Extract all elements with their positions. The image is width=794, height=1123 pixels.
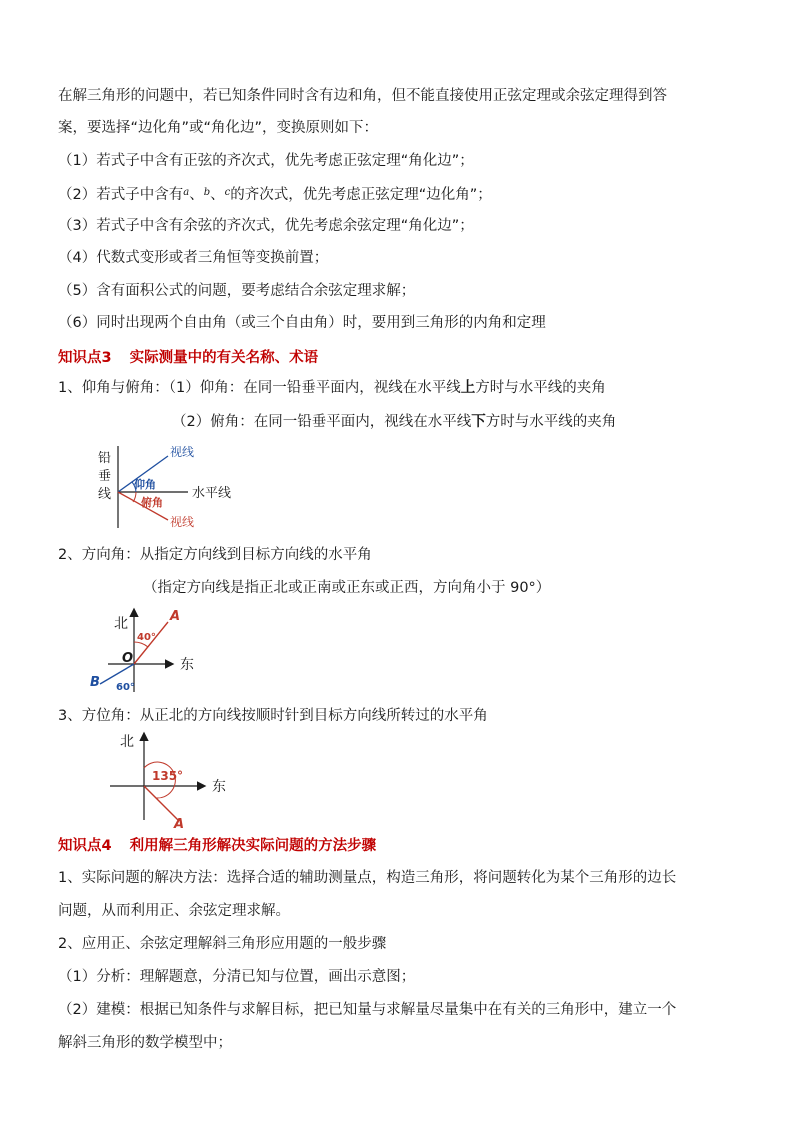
sight-up-label: 视线 xyxy=(170,445,195,459)
section-4-label: 知识点4 xyxy=(58,838,112,854)
section-4-title: 利用解三角形解决实际问题的方法步骤 xyxy=(129,838,377,854)
angle-a-label: 40° xyxy=(137,632,156,643)
section-4-heading xyxy=(58,834,376,855)
origin-label: O xyxy=(122,651,134,666)
rule-6: （6）同时出现两个自由角（或三个自由角）时，要用到三角形的内角和定理 xyxy=(58,315,546,331)
sep-2: 、 xyxy=(210,187,225,203)
s3-item-1b-post: 方时与水平线的夹角 xyxy=(485,414,617,430)
plumb-char-3: 线 xyxy=(98,487,112,502)
bearing-figure xyxy=(98,730,238,830)
intro-line-2: 案，要选择“边化角”或“角化边”，变换原则如下： xyxy=(58,120,379,136)
plumb-char-1: 铅 xyxy=(98,451,112,466)
east-label: 东 xyxy=(180,657,194,673)
s3-item-2: 2、方向角：从指定方向线到目标方向线的水平角 xyxy=(58,547,372,563)
rule-2-prefix: （2）若式子中含有 xyxy=(58,187,184,203)
section-3-heading xyxy=(58,346,318,367)
point-b-label: B xyxy=(90,675,100,690)
s3-item-2-note: （指定方向线是指正北或正南或正东或正西，方向角小于 90°） xyxy=(143,580,551,596)
depression-angle-label: 俯角 xyxy=(141,496,163,509)
section-3-label: 知识点3 xyxy=(58,350,112,366)
s3-item-1b xyxy=(172,412,616,432)
s4-item-1a: 1、实际问题的解决方法：选择合适的辅助测量点，构造三角形，将问题转化为某个三角形的边长 xyxy=(58,870,677,886)
point-a-label: A xyxy=(170,609,181,624)
section-3-title: 实际测量中的有关名称、术语 xyxy=(129,350,319,366)
s4-item-1b: 问题，从而利用正、余弦定理求解。 xyxy=(58,903,290,919)
s3-item-1-post: 方时与水平线的夹角 xyxy=(475,380,606,396)
s3-item-1-bold: 上 xyxy=(460,380,476,396)
s4-item-2: 2、应用正、余弦定理解斜三角形应用题的一般步骤 xyxy=(58,936,387,952)
intro-line-1: 在解三角形的问题中，若已知条件同时含有边和角，但不能直接使用正弦定理或余弦定理得到答 xyxy=(58,88,667,104)
north-label: 北 xyxy=(120,734,134,750)
angle-b-label: 60° xyxy=(116,682,135,693)
sight-down-label: 视线 xyxy=(170,515,195,529)
s3-item-3: 3、方位角：从正北的方向线按顺时针到目标方向线所转过的水平角 xyxy=(58,708,488,724)
rule-2-suffix: 的齐次式，优先考虑正弦定理“边化角”； xyxy=(230,187,492,203)
rule-1: （1）若式子中含有正弦的齐次式，优先考虑正弦定理“角化边”； xyxy=(58,153,474,169)
direction-angle-figure xyxy=(88,604,208,696)
rule-3: （3）若式子中含有余弦的齐次式，优先考虑余弦定理“角化边”； xyxy=(58,218,474,234)
rule-4: （4）代数式变形或者三角恒等变换前置； xyxy=(58,250,329,266)
horizontal-label: 水平线 xyxy=(192,486,232,501)
rule-5: （5）含有面积公式的问题，要考虑结合余弦定理求解； xyxy=(58,283,416,299)
rule-2 xyxy=(58,183,492,205)
s3-item-1 xyxy=(58,378,606,398)
s3-item-1-pre: 1、仰角与俯角：（1）仰角：在同一铅垂平面内，视线在水平线 xyxy=(58,380,461,396)
s3-item-1b-bold: 下 xyxy=(471,414,486,430)
sep-1: 、 xyxy=(189,187,204,203)
var-c: c xyxy=(224,187,231,198)
ray-ob xyxy=(100,664,134,684)
s4-step-2a: （2）建模：根据已知条件与求解目标，把已知量与求解量尽量集中在有关的三角形中，建立一个 xyxy=(58,1002,677,1018)
bearing-angle-label: 135° xyxy=(152,769,184,783)
east-label: 东 xyxy=(212,779,226,795)
var-b: b xyxy=(203,187,211,198)
s3-item-1b-pre: （2）俯角：在同一铅垂平面内，视线在水平线 xyxy=(172,414,472,430)
elevation-depression-figure xyxy=(88,440,268,532)
north-label: 北 xyxy=(114,616,128,632)
ray-oa xyxy=(144,786,178,820)
plumb-char-2: 垂 xyxy=(98,469,112,484)
var-a: a xyxy=(183,187,190,198)
s4-step-2b: 解斜三角形的数学模型中； xyxy=(58,1035,232,1051)
elevation-angle-label: 仰角 xyxy=(134,478,156,491)
point-a-label: A xyxy=(174,817,185,830)
s4-step-1: （1）分析：理解题意，分清已知与位置，画出示意图； xyxy=(58,969,416,985)
